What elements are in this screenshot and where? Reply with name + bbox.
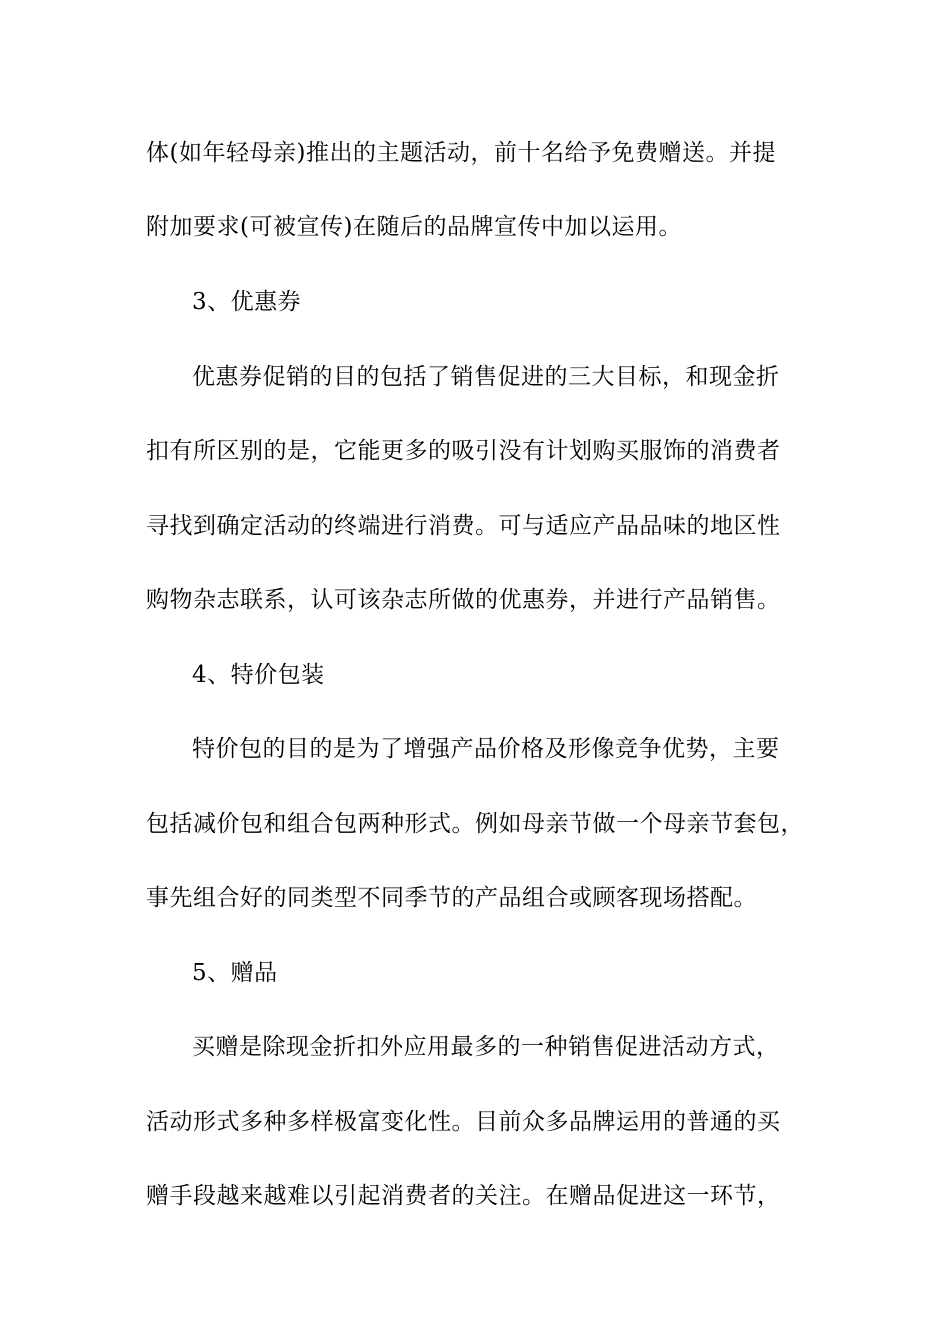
paragraph-line: 包括减价包和组合包两种形式。例如母亲节做一个母亲节套包， — [146, 811, 804, 837]
paragraph-line: 特价包的目的是为了增强产品价格及形像竞争优势，主要 — [192, 736, 780, 762]
paragraph-line: 赠手段越来越难以引起消费者的关注。在赠品促进这一环节， — [146, 1183, 781, 1209]
paragraph-line: 体(如年轻母亲)推出的主题活动，前十名给予免费赠送。并提 — [146, 140, 776, 166]
paragraph-line: 扣有所区别的是，它能更多的吸引没有计划购买服饰的消费者 — [146, 438, 781, 464]
paragraph-line: 买赠是除现金折扣外应用最多的一种销售促进活动方式， — [192, 1034, 780, 1060]
section-heading-gift: 5、赠品 — [192, 960, 278, 986]
paragraph-line: 购物杂志联系，认可该杂志所做的优惠券，并进行产品销售。 — [146, 587, 781, 613]
paragraph-line: 优惠券促销的目的包括了销售促进的三大目标，和现金折 — [192, 364, 780, 390]
section-heading-coupon: 3、优惠券 — [192, 289, 302, 315]
paragraph-line: 事先组合好的同类型不同季节的产品组合或顾客现场搭配。 — [146, 885, 757, 911]
paragraph-line: 活动形式多种多样极富变化性。目前众多品牌运用的普通的买 — [146, 1109, 781, 1135]
paragraph-line: 寻找到确定活动的终端进行消费。可与适应产品品味的地区性 — [146, 513, 781, 539]
section-heading-special-package: 4、特价包装 — [192, 662, 325, 688]
paragraph-line: 附加要求(可被宣传)在随后的品牌宣传中加以运用。 — [146, 214, 682, 240]
